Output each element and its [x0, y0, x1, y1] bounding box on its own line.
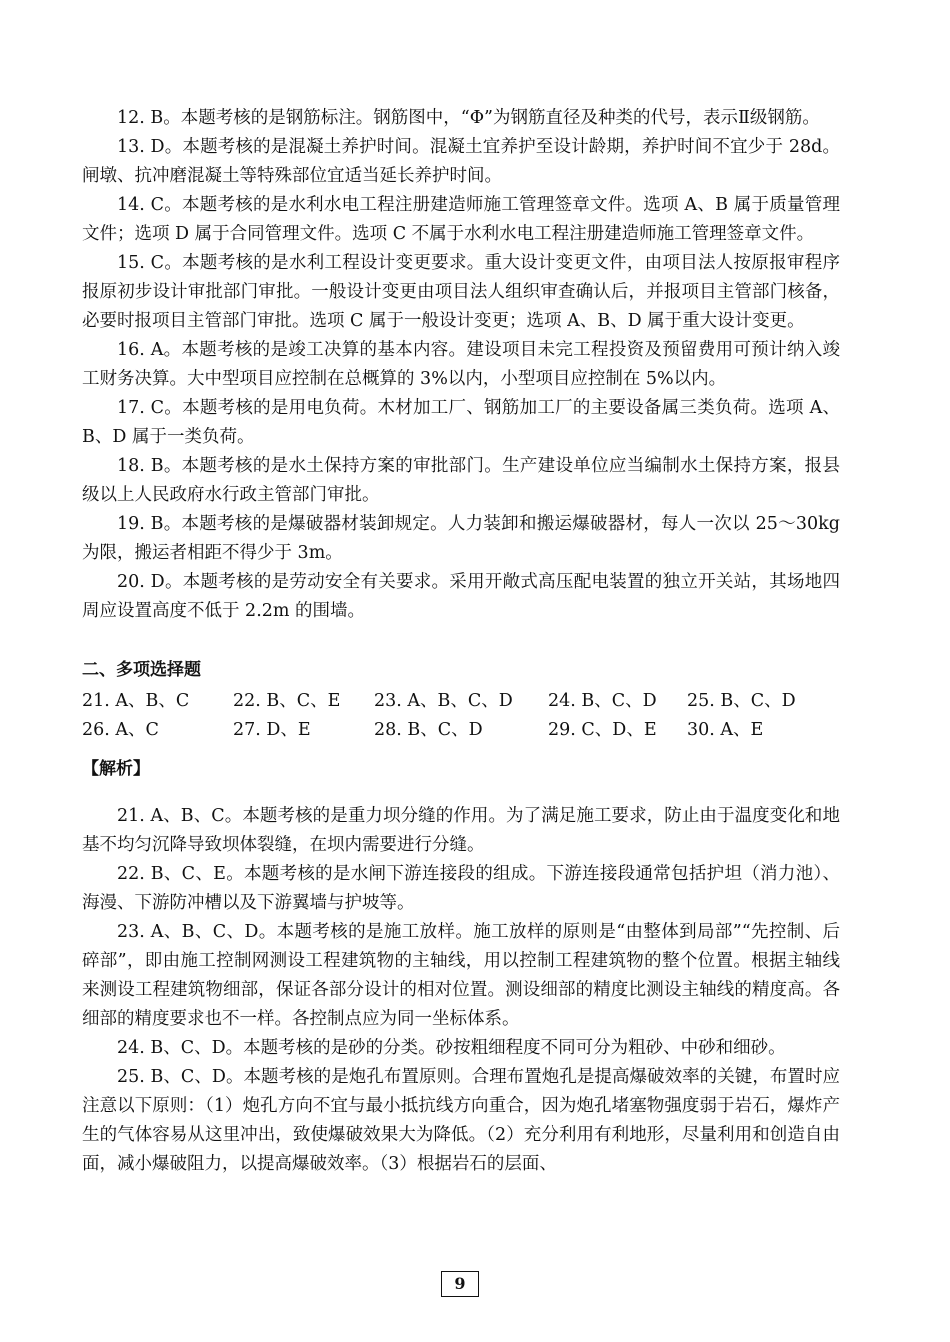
answer-key-27: 27. D、E — [233, 720, 311, 740]
answer-18: 18. B。本题考核的是水土保持方案的审批部门。生产建设单位应当编制水土保持方案，报县级以上人民政府水行政主管部门审批。 — [82, 456, 840, 505]
answer-key-table — [82, 687, 840, 745]
answer-12: 12. B。本题考核的是钢筋标注。钢筋图中，“Φ”为钢筋直径及种类的代号，表示Ⅱ级钢筋。 — [117, 108, 820, 128]
answer-key-25: 25. B、C、D — [687, 691, 796, 711]
answer-key-29: 29. C、D、E — [548, 720, 657, 740]
page-content — [82, 104, 840, 1179]
answer-22: 22. B、C、E。本题考核的是水闸下游连接段的组成。下游连接段通常包括护坦（消力池）、海漫、下游防冲槽以及下游翼墙与护坡等。 — [82, 864, 840, 913]
answer-13: 13. D。本题考核的是混凝土养护时间。混凝土宜养护至设计龄期，养护时间不宜少于 28d。闸墩、抗冲磨混凝土等特殊部位宜适当延长养护时间。 — [82, 137, 840, 186]
answer-25: 25. B、C、D。本题考核的是炮孔布置原则。合理布置炮孔是提高爆破效率的关键，布置时应注意以下原则：（1）炮孔方向不宜与最小抵抗线方向重合，因为炮孔堵塞物强度弱于岩石，爆炸产生的气体容易从这里冲出，致使爆破效果大为降低。（2）充分利用有利地形，尽量利用和创造自由面，减小爆破阻力，以提高爆破效率。（3）根据岩石的层面、 — [82, 1067, 840, 1174]
answer-19: 19. B。本题考核的是爆破器材装卸规定。人力装卸和搬运爆破器材，每人一次以 25～30kg 为限，搬运者相距不得少于 3m。 — [82, 514, 840, 563]
answer-15: 15. C。本题考核的是水利工程设计变更要求。重大设计变更文件，由项目法人按原报审程序报原初步设计审批部门审批。一般设计变更由项目法人组织审查确认后，并报项目主管部门核备，必要时报项目主管部门审批。选项 C 属于一般设计变更；选项 A、B、D 属于重大设计变更。 — [82, 253, 840, 331]
answer-24: 24. B、C、D。本题考核的是砂的分类。砂按粗细程度不同可分为粗砂、中砂和细砂。 — [117, 1038, 786, 1058]
analysis-heading: 【解析】 — [82, 759, 150, 779]
answer-14: 14. C。本题考核的是水利水电工程注册建造师施工管理签章文件。选项 A、B 属于质量管理文件；选项 D 属于合同管理文件。选项 C 不属于水利水电工程注册建造师施工管理签章文件。 — [82, 195, 840, 244]
answer-20: 20. D。本题考核的是劳动安全有关要求。采用开敞式高压配电装置的独立开关站，其场地四周应设置高度不低于 2.2m 的围墙。 — [82, 572, 840, 621]
answer-16: 16. A。本题考核的是竣工决算的基本内容。建设项目未完工程投资及预留费用可预计纳入竣工财务决算。大中型项目应控制在总概算的 3%以内，小型项目应控制在 5%以内。 — [82, 340, 840, 389]
answer-key-row — [82, 716, 840, 745]
section-title-multiple-choice: 二、多项选择题 — [82, 660, 201, 680]
answer-key-row — [82, 687, 840, 716]
answer-21: 21. A、B、C。本题考核的是重力坝分缝的作用。为了满足施工要求，防止由于温度变化和地基不均匀沉降导致坝体裂缝，在坝内需要进行分缝。 — [82, 806, 840, 855]
answer-key-23: 23. A、B、C、D — [374, 691, 513, 711]
answer-key-21: 21. A、B、C — [82, 691, 190, 711]
answer-17: 17. C。本题考核的是用电负荷。木材加工厂、钢筋加工厂的主要设备属三类负荷。选项 A、B、D 属于一类负荷。 — [82, 398, 840, 447]
answer-key-24: 24. B、C、D — [548, 691, 657, 711]
answer-23: 23. A、B、C、D。本题考核的是施工放样。施工放样的原则是“由整体到局部”“先控制、后碎部”，即由施工控制网测设工程建筑物的主轴线，用以控制工程建筑物的整个位置。根据主轴线来测设工程建筑物细部，保证各部分设计的相对位置。测设细部的精度比测设主轴线的精度高。各细部的精度要求也不一样。各控制点应为同一坐标体系。 — [82, 922, 840, 1029]
answer-key-30: 30. A、E — [687, 720, 764, 740]
answer-key-28: 28. B、C、D — [374, 720, 483, 740]
page-number: 9 — [441, 1271, 479, 1297]
answer-key-22: 22. B、C、E — [233, 691, 341, 711]
answer-key-26: 26. A、C — [82, 720, 159, 740]
